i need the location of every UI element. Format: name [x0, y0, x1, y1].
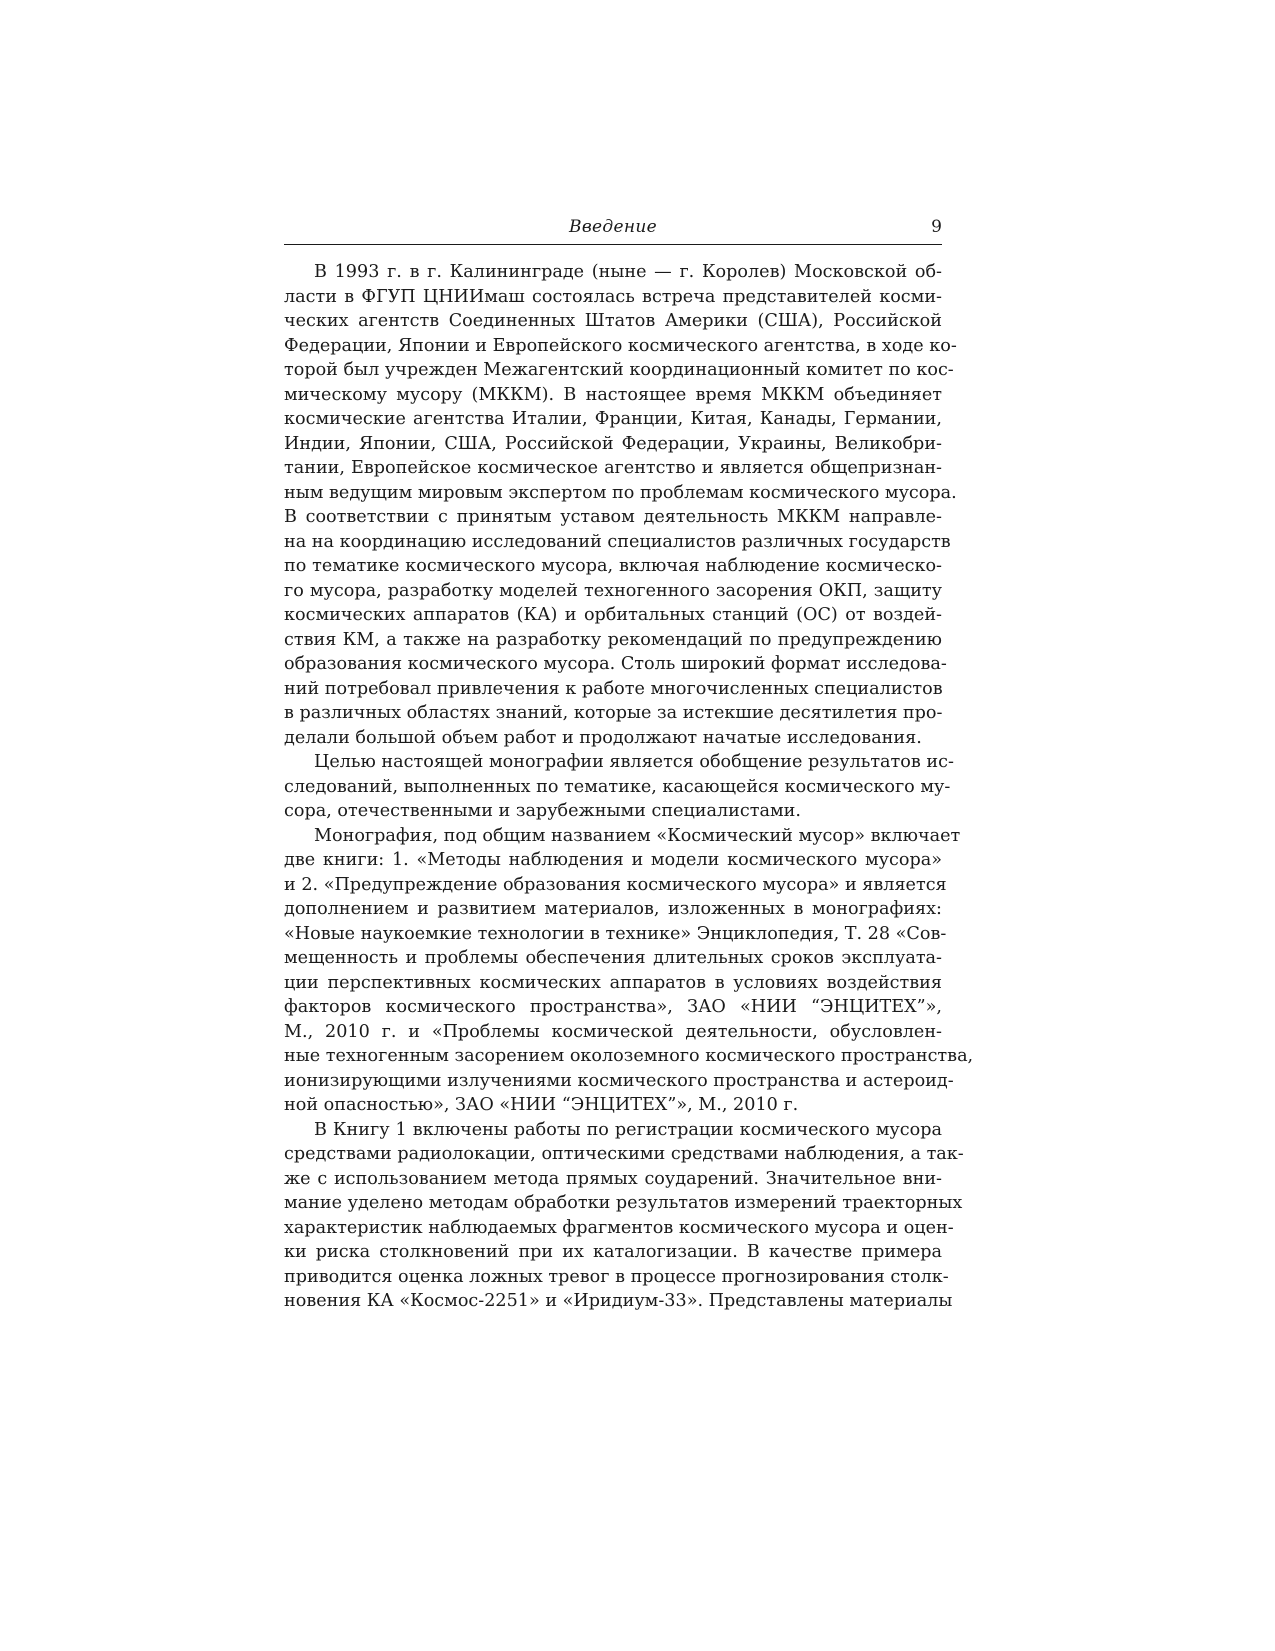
text-line: же с использованием метода прямых соударений. Значительное вни-: [284, 1168, 942, 1189]
text-line: и 2. «Предупреждение образования космического мусора» и является: [284, 874, 947, 895]
text-line: мическому мусору (МККМ). В настоящее время МККМ объединяет: [284, 384, 942, 405]
text-line: ласти в ФГУП ЦНИИмаш состоялась встреча представителей косми-: [284, 286, 942, 307]
text-line: ные техногенным засорением околоземного космического пространства,: [284, 1046, 974, 1066]
text-line: тании, Европейское космическое агентство и является общепризнан-: [284, 458, 942, 478]
text-line: ки риска столкновений при их каталогизации. В качестве примера: [284, 1242, 942, 1262]
text-line: факторов космического пространства», ЗАО «НИИ “ЭНЦИТЕХ”»,: [284, 997, 942, 1017]
text-line: мещенность и проблемы обеспечения длительных сроков эксплуата-: [284, 948, 942, 968]
text-line: средствами радиолокации, оптическими средствами наблюдения, а так-: [284, 1144, 964, 1164]
text-line: Целью настоящей монографии является обобщение результатов ис-: [314, 752, 954, 772]
text-line: Монография, под общим названием «Космический мусор» включает: [314, 825, 961, 846]
text-line: следований, выполненных по тематике, касающейся космического му-: [284, 776, 951, 797]
text-line: Федерации, Японии и Европейского космического агентства, в ходе ко-: [284, 335, 957, 356]
text-line: го мусора, разработку моделей техногенного засорения ОКП, защиту: [284, 580, 942, 601]
page-number: 9: [931, 217, 942, 237]
text-line: по тематике космического мусора, включая наблюдение космическо-: [284, 556, 942, 576]
text-line: ческих агентств Соединенных Штатов Америки (США), Российской: [284, 311, 942, 331]
paragraph: [284, 1118, 964, 1314]
text-line: ции перспективных космических аппаратов в условиях воздействия: [284, 972, 942, 993]
running-head: Введение: [569, 217, 657, 237]
text-line: «Новые наукоемкие технологии в технике» Энциклопедия, Т. 28 «Сов-: [284, 923, 947, 944]
text-line: космических аппаратов (КА) и орбитальных станций (ОС) от воздей-: [284, 605, 942, 625]
text-line: ной опасностью», ЗАО «НИИ “ЭНЦИТЕХ”», М., 2010 г.: [284, 1095, 799, 1115]
text-line: сора, отечественными и зарубежными специалистами.: [284, 801, 801, 821]
text-line: две книги: 1. «Методы наблюдения и модели космического мусора»: [284, 850, 942, 870]
text-line: В соответствии с принятым уставом деятельность МККМ направле-: [284, 507, 942, 527]
paragraph: [284, 260, 957, 750]
text-line: делали большой объем работ и продолжают начатые исследования.: [284, 727, 922, 748]
body-text: [284, 260, 974, 1314]
text-line: образования космического мусора. Столь широкий формат исследова-: [284, 654, 947, 674]
text-line: дополнением и развитием материалов, изложенных в монографиях:: [284, 899, 942, 919]
text-line: ным ведущим мировым экспертом по проблемам космического мусора.: [284, 482, 957, 503]
text-line: М., 2010 г. и «Проблемы космической деятельности, обусловлен-: [284, 1021, 942, 1042]
text-line: В Книгу 1 включены работы по регистрации космического мусора: [314, 1119, 942, 1140]
text-line: торой был учрежден Межагентский координационный комитет по кос-: [284, 360, 954, 380]
text-line: в различных областях знаний, которые за истекшие десятилетия про-: [284, 703, 943, 723]
text-line: приводится оценка ложных тревог в процессе прогнозирования столк-: [284, 1266, 949, 1287]
page-header: [284, 216, 942, 245]
text-line: новения КА «Космос-2251» и «Иридиум-33». Представлены материалы: [284, 1291, 953, 1311]
paragraph: [284, 824, 974, 1118]
text-line: В 1993 г. в г. Калининграде (ныне — г. Королев) Московской об-: [314, 262, 942, 282]
text-line: мание уделено методам обработки результатов измерений траекторных: [284, 1193, 963, 1213]
text-line: на на координацию исследований специалистов различных государств: [284, 531, 951, 552]
paragraph: [284, 750, 954, 824]
text-line: ствия КМ, а также на разработку рекомендаций по предупреждению: [284, 629, 942, 650]
text-line: Индии, Японии, США, Российской Федерации, Украины, Великобри-: [284, 433, 942, 454]
text-line: характеристик наблюдаемых фрагментов космического мусора и оцен-: [284, 1217, 954, 1238]
text-line: космические агентства Италии, Франции, Китая, Канады, Германии,: [284, 409, 942, 429]
text-line: ионизирующими излучениями космического пространства и астероид-: [284, 1070, 954, 1091]
text-line: ний потребовал привлечения к работе многочисленных специалистов: [284, 678, 943, 699]
